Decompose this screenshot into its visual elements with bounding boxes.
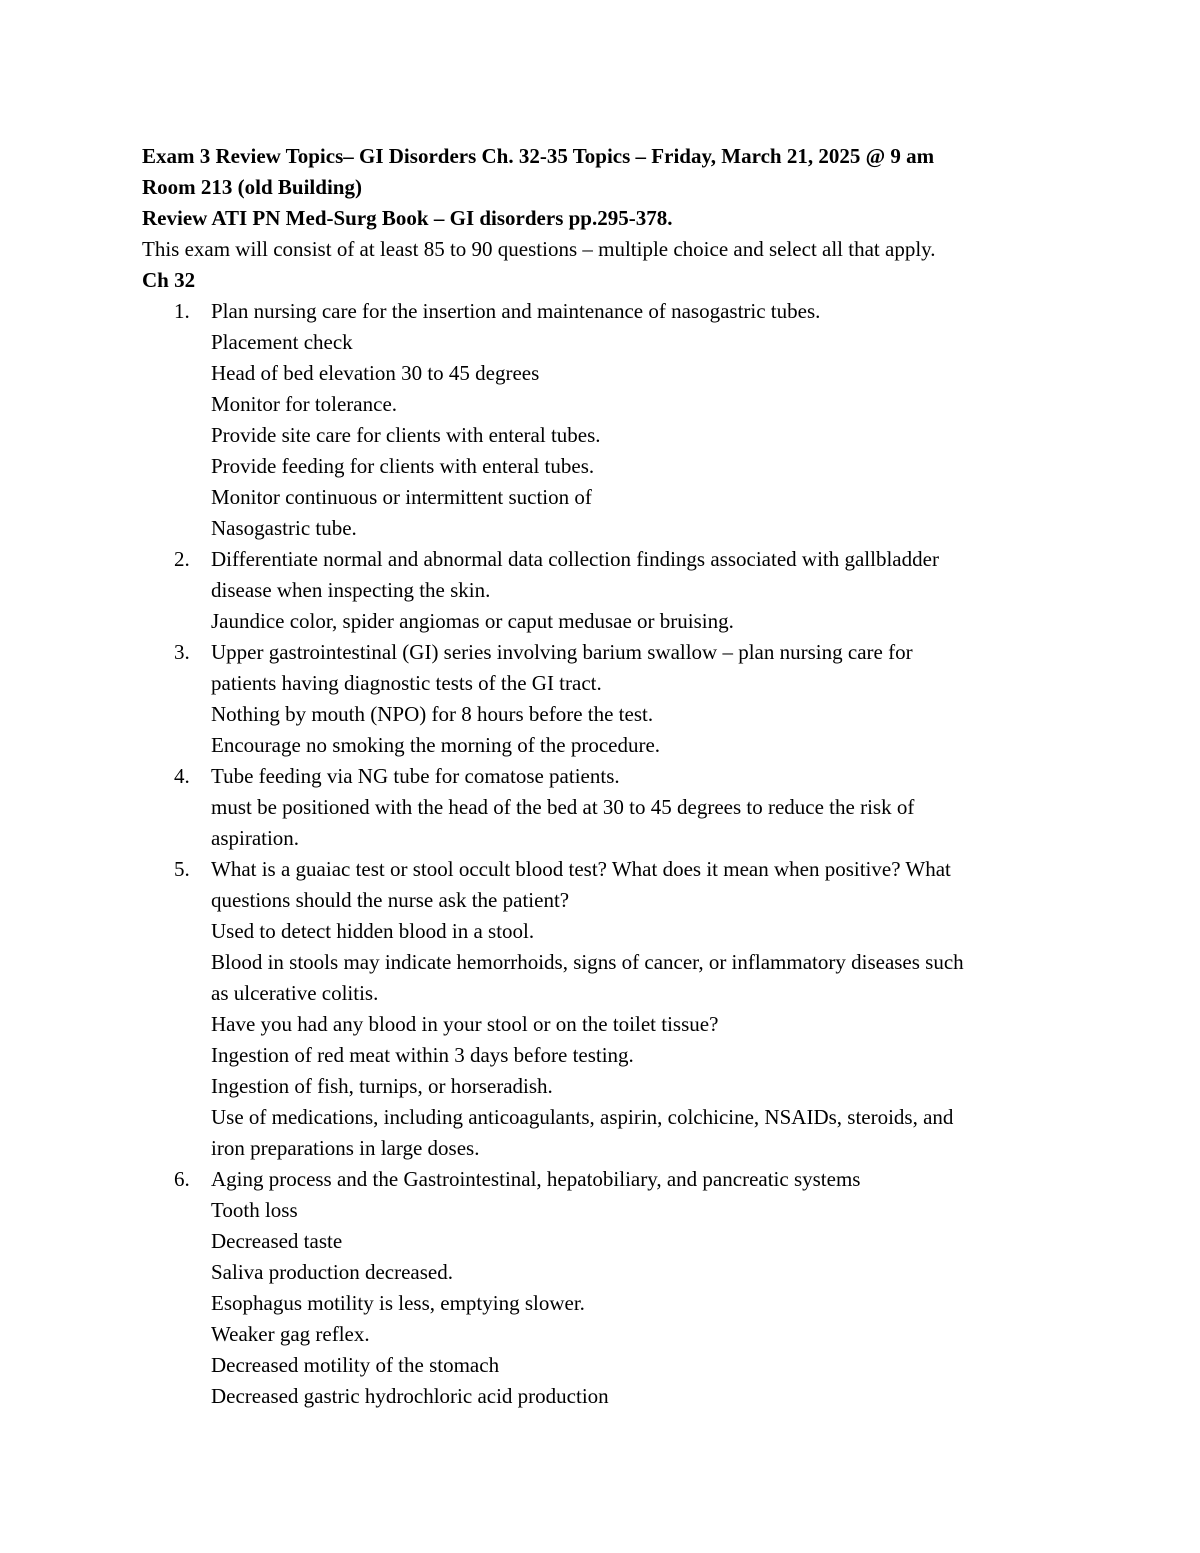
list-item-heading: Differentiate normal and abnormal data collection findings associated with gallbladder xyxy=(211,547,939,571)
list-item-detail: Blood in stools may indicate hemorrhoids, signs of cancer, or inflammatory diseases such xyxy=(211,950,964,974)
list-item-number: 5. xyxy=(174,857,190,881)
list-item-detail: iron preparations in large doses. xyxy=(211,1136,480,1160)
list-item xyxy=(142,544,1082,637)
document-title-line-2: Room 213 (old Building) xyxy=(142,175,362,199)
list-item-detail: Decreased taste xyxy=(211,1229,343,1253)
list-item-detail: Head of bed elevation 30 to 45 degrees xyxy=(211,361,540,385)
list-item xyxy=(142,637,1082,761)
list-item-detail: aspiration. xyxy=(211,826,300,850)
list-item-detail: Decreased motility of the stomach xyxy=(211,1353,500,1377)
list-item-detail: Nasogastric tube. xyxy=(211,516,357,540)
review-reference: Review ATI PN Med-Surg Book – GI disorders pp.295-378. xyxy=(142,206,673,230)
list-item-detail: Monitor for tolerance. xyxy=(211,392,398,416)
list-item-detail: patients having diagnostic tests of the GI tract. xyxy=(211,671,602,695)
list-item-detail: Use of medications, including anticoagulants, aspirin, colchicine, NSAIDs, steroids, and xyxy=(211,1105,954,1129)
list-item xyxy=(142,761,1082,854)
exam-intro: This exam will consist of at least 85 to 90 questions – multiple choice and select all that apply. xyxy=(142,237,936,261)
list-item-number: 6. xyxy=(174,1167,190,1191)
list-item-number: 1. xyxy=(174,299,190,323)
list-item-detail: Placement check xyxy=(211,330,353,354)
list-item-detail: disease when inspecting the skin. xyxy=(211,578,491,602)
list-item-detail: Used to detect hidden blood in a stool. xyxy=(211,919,535,943)
list-item-heading: Aging process and the Gastrointestinal, hepatobiliary, and pancreatic systems xyxy=(211,1167,861,1191)
list-item-heading: What is a guaiac test or stool occult blood test? What does it mean when positive? What xyxy=(211,857,951,881)
topic-list xyxy=(142,296,1082,1412)
list-item-detail: Weaker gag reflex. xyxy=(211,1322,370,1346)
chapter-heading: Ch 32 xyxy=(142,268,196,292)
list-item-detail: Tooth loss xyxy=(211,1198,298,1222)
list-item-detail: Saliva production decreased. xyxy=(211,1260,453,1284)
list-item-detail: Monitor continuous or intermittent suction of xyxy=(211,485,592,509)
list-item-detail: Provide site care for clients with enteral tubes. xyxy=(211,423,601,447)
list-item-number: 2. xyxy=(174,547,190,571)
list-item xyxy=(142,854,1082,1164)
list-item-detail: Provide feeding for clients with enteral tubes. xyxy=(211,454,595,478)
document-title-line-1: Exam 3 Review Topics– GI Disorders Ch. 32-35 Topics – Friday, March 21, 2025 @ 9 am xyxy=(142,144,935,168)
list-item-detail: Nothing by mouth (NPO) for 8 hours before the test. xyxy=(211,702,654,726)
list-item-heading: Upper gastrointestinal (GI) series involving barium swallow – plan nursing care for xyxy=(211,640,913,664)
list-item-heading: Tube feeding via NG tube for comatose patients. xyxy=(211,764,620,788)
document-page xyxy=(142,141,1082,1412)
list-item-detail: as ulcerative colitis. xyxy=(211,981,379,1005)
list-item xyxy=(142,296,1082,544)
list-item-detail: Esophagus motility is less, emptying slower. xyxy=(211,1291,585,1315)
list-item-number: 4. xyxy=(174,764,190,788)
list-item-detail: Ingestion of fish, turnips, or horseradish. xyxy=(211,1074,553,1098)
list-item-detail: Decreased gastric hydrochloric acid production xyxy=(211,1384,609,1408)
list-item-detail: Encourage no smoking the morning of the procedure. xyxy=(211,733,661,757)
list-item xyxy=(142,1164,1082,1412)
list-item-heading: Plan nursing care for the insertion and maintenance of nasogastric tubes. xyxy=(211,299,821,323)
list-item-detail: Have you had any blood in your stool or on the toilet tissue? xyxy=(211,1012,719,1036)
list-item-detail: must be positioned with the head of the bed at 30 to 45 degrees to reduce the risk of xyxy=(211,795,915,819)
list-item-number: 3. xyxy=(174,640,190,664)
list-item-detail: Jaundice color, spider angiomas or caput medusae or bruising. xyxy=(211,609,734,633)
list-item-detail: Ingestion of red meat within 3 days before testing. xyxy=(211,1043,634,1067)
list-item-detail: questions should the nurse ask the patient? xyxy=(211,888,570,912)
